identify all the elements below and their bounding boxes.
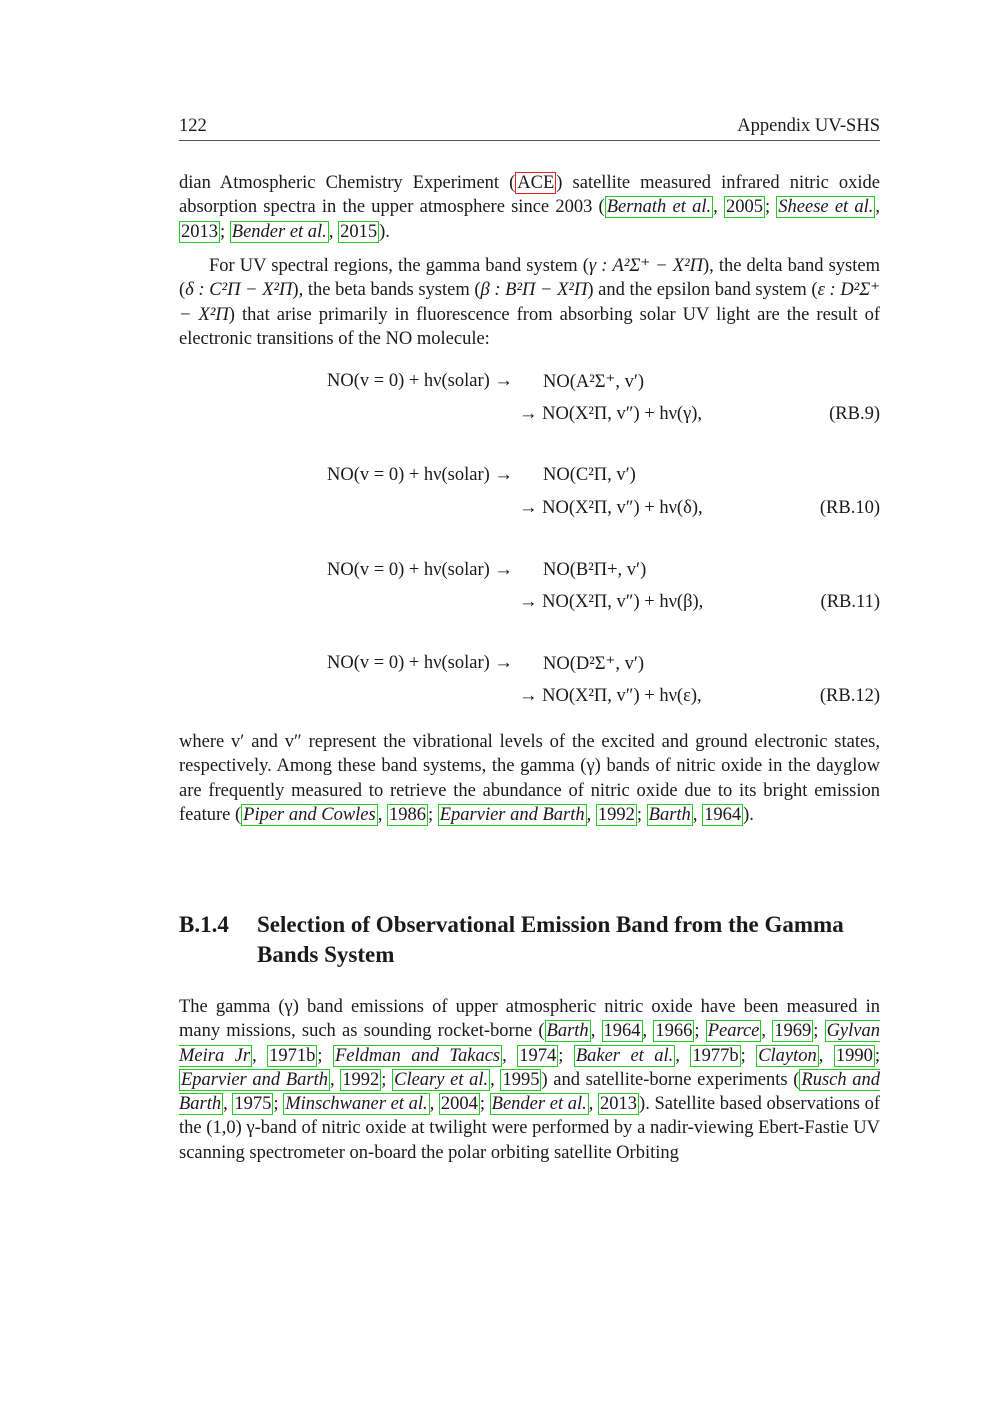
citation-link[interactable]: Piper and Cowles [243, 804, 376, 825]
gamma-band-symbol: γ : A²Σ⁺ − X²Π [588, 256, 703, 276]
citation-year-link[interactable]: 1974 [519, 1045, 557, 1066]
citation-year-link[interactable]: 1977b [692, 1045, 739, 1066]
citation-link[interactable]: Bender et al. [231, 221, 327, 242]
citation-year-link[interactable]: 1964 [603, 1021, 641, 1042]
section-title: Selection of Observational Emission Band from the Gamma Bands System [257, 912, 844, 967]
citation-link[interactable]: Cleary et al. [394, 1069, 489, 1090]
paragraph-3: where v′ and v″ represent the vibrational levels of the excited and ground electronic states, respectively. Among these band systems, the gamma (γ) bands of nitric oxide in the dayglow are frequently measured to retrieve the abundance of nitric oxide due to its bright emission feature ( Piper and Cowles , 1986 ; Eparvier and Barth , 1992 ; Barth , 1964 ). [179, 732, 880, 825]
citation-link[interactable]: Eparvier and Barth [181, 1069, 328, 1090]
citation-year-link[interactable]: 2013 [181, 221, 218, 242]
beta-band-symbol: β : B²Π − X²Π [480, 280, 588, 301]
equation-rhs-1: NO(D²Σ⁺, v′) [543, 654, 645, 674]
citation-link[interactable]: Barth [648, 804, 691, 825]
equation-rhs-1: NO(C²Π, v′) [543, 465, 636, 485]
equation-label: (RB.10) [819, 498, 880, 518]
citation-year-link[interactable]: 1964 [704, 804, 742, 825]
citation-year-link[interactable]: 1990 [835, 1045, 873, 1066]
equation-rhs-2: → NO(X²Π, v″) + hν(β), [519, 592, 704, 612]
citation-link[interactable]: Bernath et al. [606, 197, 712, 218]
citation-link[interactable]: Bender et al. [491, 1094, 587, 1115]
citation-link[interactable]: Feldman and Takacs [335, 1045, 501, 1066]
citation-year-link[interactable]: 1992 [342, 1069, 380, 1090]
citation-year-link[interactable]: 1986 [388, 804, 426, 825]
citation-link[interactable]: Gylvan Meira Jr [179, 1021, 880, 1066]
equation-lhs: NO(v = 0) + hν(solar) → [327, 560, 513, 580]
citation-year-link[interactable]: 1971b [269, 1045, 316, 1066]
acronym-link[interactable]: ACE [517, 173, 555, 193]
equation-lhs: NO(v = 0) + hν(solar) → [327, 653, 513, 673]
equation-rhs-2: → NO(X²Π, v″) + hν(ε), [519, 686, 702, 706]
citation-link[interactable]: Eparvier and Barth [439, 804, 585, 825]
equation-rhs-1: NO(A²Σ⁺, v′) [543, 372, 645, 392]
equation-label: (RB.12) [819, 686, 880, 706]
equation-rhs-2: → NO(X²Π, v″) + hν(δ), [519, 498, 703, 518]
citation-link[interactable]: Sheese et al. [778, 197, 874, 218]
equation-lhs: NO(v = 0) + hν(solar) → [327, 371, 513, 391]
citation-year-link[interactable]: 1995 [502, 1069, 540, 1090]
equation-label: (RB.11) [820, 592, 880, 612]
equation-rhs-1: NO(B²Π+, v′) [543, 560, 647, 580]
citation-year-link[interactable]: 1975 [234, 1094, 272, 1115]
citation-link[interactable]: Pearce [707, 1021, 760, 1042]
paragraph-2: For UV spectral regions, the gamma band system (γ : A²Σ⁺ − X²Π), the delta band system (δ : C²Π − X²Π), the beta bands system (β : B²Π − X²Π) and the epsilon band system (ε : D²Σ⁺ − X²Π) that arise primarily in fluorescence from absorbing solar UV light are the result of electronic transitions of the NO molecule: [179, 256, 880, 349]
citation-year-link[interactable]: 1966 [655, 1021, 693, 1042]
citation-year-link[interactable]: 1992 [597, 804, 635, 825]
citation-link[interactable]: Barth [546, 1021, 589, 1042]
citation-link[interactable]: Minschwaner et al. [285, 1094, 428, 1115]
citation-year-link[interactable]: 2015 [340, 221, 378, 242]
equation-lhs: NO(v = 0) + hν(solar) → [327, 465, 513, 485]
running-title: Appendix UV-SHS [737, 116, 880, 136]
citation-link[interactable]: Baker et al. [575, 1045, 674, 1066]
citation-year-link[interactable]: 1969 [774, 1021, 812, 1042]
paragraph-4: The gamma (γ) band emissions of upper atmospheric nitric oxide have been measured in many missions, such as sounding rocket-borne ( Barth , 1964 , 1966 ; Pearce , 1969 ; Gylvan Meira Jr , 1971b ; Feldman and Takacs , 1974 ; Baker et al. , 1977b ; Clayton , 1990 ; Eparvier and Barth , 1992 ; Cleary et al. , 1995 ) and satellite-borne experiments ( Rusch and Barth , 1975 ; Minschwaner et al. , 2004 ; Bender et al. , 2013 ). Satellite based observations of the (1,0) γ-band of nitric oxide at twilight were performed by a nadir-viewing Ebert-Fastie UV scanning spectrometer on-board the polar orbiting satellite Orbiting [179, 997, 881, 1163]
epsilon-band-symbol: ε : D²Σ⁺ − X²Π [179, 280, 880, 325]
citation-link[interactable]: Rusch and Barth [179, 1069, 881, 1115]
citation-link[interactable]: Clayton [758, 1045, 817, 1066]
paragraph-1: dian Atmospheric Chemistry Experiment ( ACE ) satellite measured infrared nitric oxide absorption spectra in the upper atmosphere since 2003 ( Bernath et al. , 2005 ; Sheese et al. , 2013 ; Bender et al. , 2015 ). [179, 173, 881, 242]
citation-year-link[interactable]: 2004 [440, 1094, 478, 1115]
equation-label: (RB.9) [829, 404, 880, 424]
citation-year-link[interactable]: 2005 [725, 197, 763, 218]
equation-rhs-2: → NO(X²Π, v″) + hν(γ), [519, 404, 703, 424]
citation-year-link[interactable]: 2013 [600, 1094, 638, 1115]
delta-band-symbol: δ : C²Π − X²Π [185, 280, 293, 301]
section-number: B.1.4 [179, 912, 229, 937]
page-header [179, 116, 880, 141]
page-number: 122 [179, 116, 207, 136]
